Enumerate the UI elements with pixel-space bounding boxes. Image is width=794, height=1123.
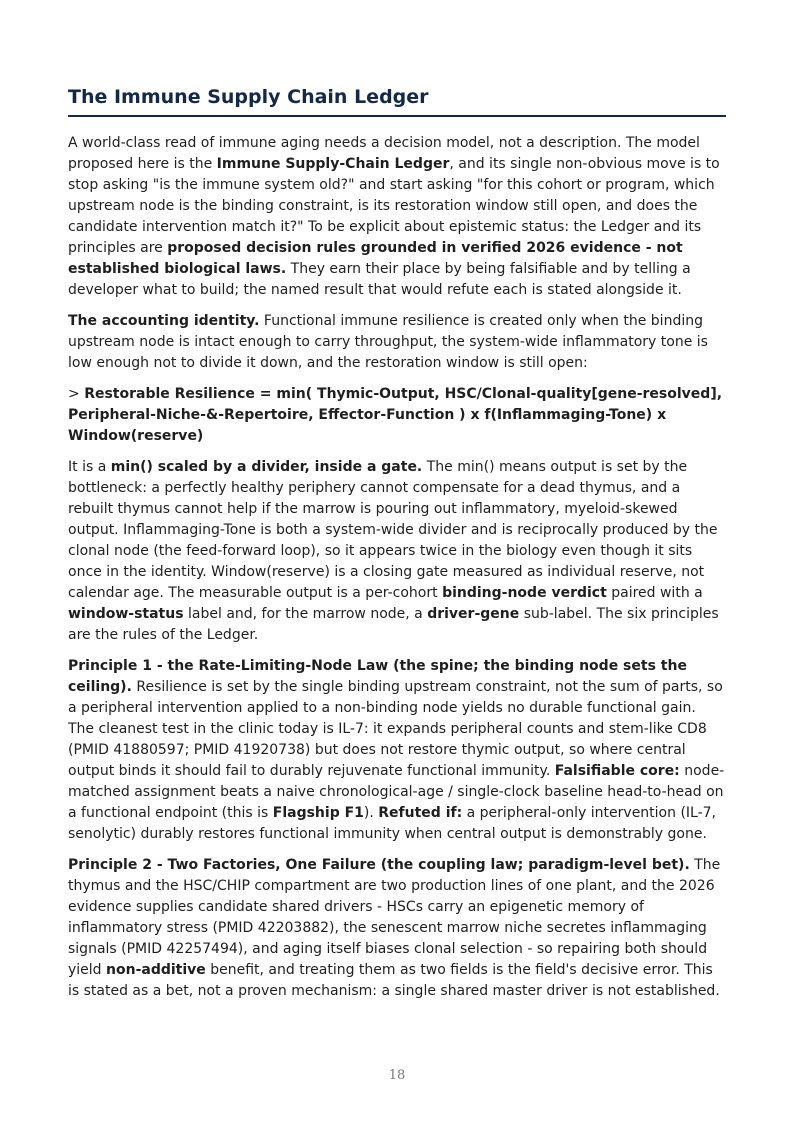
text-run: node-matched assignment beats a naive chronological-age / single-clock baseline head-to-head on a functional endpoint (this is [68,763,725,821]
bold-text: non-additive [106,962,206,978]
text-run: sub-label. The six principles are the rules of the Ledger. [68,606,719,643]
bold-text: Falsifiable core: [554,763,680,779]
formula-paragraph [68,384,726,447]
text-run: The min() means output is set by the bottleneck: a perfectly healthy periphery cannot compensate for a dead thymus, and a rebuilt thymus cannot help if the marrow is pouring out inflammatory, myeloid-skewed output. Inflammaging-Tone is both a system-wide divider and is reciprocally produced by the clonal node (the feed-forward loop), so it appears twice in the biology even though it sits once in the identity. Window(reserve) is a closing gate measured as individual reserve, not calendar age. The measurable output is a per-cohort [68,459,718,601]
bold-text: proposed decision rules grounded in verified 2026 evidence - not established biological laws. [68,240,683,277]
page-title: The Immune Supply Chain Ledger [68,84,726,117]
bold-text: Flagship F1 [272,805,364,821]
text-run: ). [363,805,379,821]
text-run: paired with a [606,585,703,601]
text-run: A world-class read of immune aging needs a decision model, not a description. The model proposed here is the [68,135,700,172]
page-number: 18 [388,1068,406,1083]
bold-text: driver-gene [427,606,520,622]
text-run: a peripheral-only intervention (IL-7, senolytic) durably restores functional immunity when central output is demonstrably gone. [68,805,716,842]
document-body [68,133,726,1002]
bold-text: window-status [68,606,184,622]
text-run: benefit, and treating them as two fields is the field's decisive error. This is stated as a bet, not a proven mechanism: a single shared master driver is not established. [68,962,720,999]
text-run: > [68,386,85,402]
principle-2-paragraph [68,855,726,1002]
bold-text: Refuted if: [378,805,463,821]
principle-1-paragraph [68,656,726,845]
text-run: They earn their place by being falsifiable and by telling a developer what to build; the named result that would refute each is stated alongside it. [68,261,691,298]
bold-text: min() scaled by a divider, inside a gate. [110,459,423,475]
text-run: Functional immune resilience is created only when the binding upstream node is intact enough to carry throughput, the system-wide inflammatory tone is low enough not to divide it down, and the restoration window is still open: [68,313,708,371]
document-page [68,84,726,1012]
bold-text: The accounting identity. [68,313,260,329]
text-run: The thymus and the HSC/CHIP compartment are two production lines of one plant, and the 2026 evidence supplies candidate shared drivers - HSCs carry an epigenetic memory of inflammatory stress (PMID 42203882), the senescent marrow niche secretes inflammaging signals (PMID 42257494), and aging itself biases clonal selection - so repairing both should yield [68,857,721,978]
intro-paragraph [68,133,726,301]
bold-text: Restorable Resilience = min( Thymic-Output, HSC/Clonal-quality[gene-resolved], Peripheral-Niche-&-Repertoire, Effector-Function ) x f(Inflammaging-Tone) x Window(reserve) [68,386,723,444]
text-run: It is a [68,459,111,475]
text-run: Resilience is set by the single binding upstream constraint, not the sum of parts, so a peripheral intervention applied to a non-binding node yields no durable functional gain. The cleanest test in the clinic today is IL-7: it expands peripheral counts and stem-like CD8 (PMID 41880597; PMID 41920738) but does not restore thymic output, so where central output binds it should fail to durably rejuvenate functional immunity. [68,679,723,779]
min-scaled-paragraph [68,457,726,646]
text-run: , and its single non-obvious move is to stop asking "is the immune system old?" and start asking "for this cohort or program, which upstream node is the binding constraint, is its restoration window still open, and does the candidate intervention match it?" To be explicit about epistemic status: the Ledger and its principles are [68,156,720,256]
text-run: label and, for the marrow node, a [183,606,428,622]
bold-text: binding-node verdict [442,585,607,601]
bold-text: Immune Supply-Chain Ledger [216,156,450,172]
accounting-identity-paragraph [68,311,726,374]
bold-text: Principle 1 - the Rate-Limiting-Node Law (the spine; the binding node sets the ceiling). [68,658,687,695]
bold-text: Principle 2 - Two Factories, One Failure (the coupling law; paradigm-level bet). [68,857,690,873]
